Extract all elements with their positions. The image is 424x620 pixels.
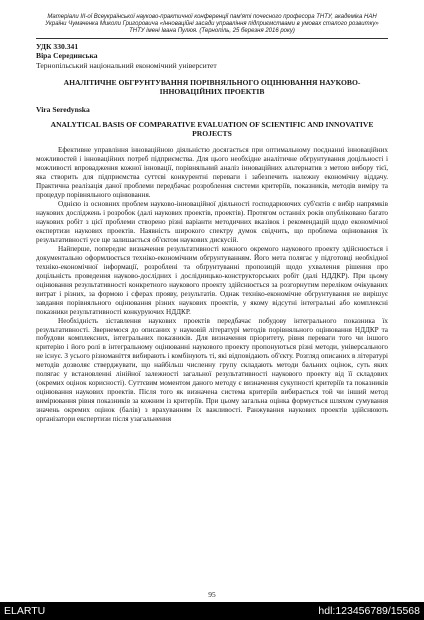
article-title-ua: АНАЛІТИЧНЕ ОБГРУНТУВАННЯ ПОРІВНЯЛЬНОГО ОЦІНЮВАННЯ НАУКОВО-ІННОВАЦІЙНИХ ПРОЕКТІВ <box>63 78 361 97</box>
body-paragraph-2: Однією із основних проблем науково-інноваційної діяльності господарюючих суб'єктів є вибір напрямків наукових досліджень і розробок (далі наукових проектів, проектів). Протягом останніх років опубліковано багато наукових робіт з цієї проблеми створено різні варіанти методичних вказівок і рекомендацій щодо економічної експертизи наукових проектів. Наявність широкого спектру думок свідчить, що проблема оцінювання їх результативності усе ще залишається об'єктом наукових дискусій. <box>36 200 388 244</box>
author-affiliation: Тернопільський національний економічний університет <box>36 60 217 70</box>
body-paragraph-4: Необхідність зіставлення наукових проектів передбачає побудову інтегрального показника їх результативності. Звернемося до описаних у науковій літературі методів порівняльного оцінювання НДДКР та побудови комплексних, інтегральних показників. Для визначення пріоритету, рівня переваги того чи іншого критерію і його ролі в інтегральному оцінюванні наукового проекту пропонуються різні методи, універсального не існує. З усього різноманіття вибирають і комбінують ті, які відповідають об'єкту. Розгляд описаних в літературі методів дозволяє стверджувати, що найбільш численну групу складають методи бальних оцінок, суть яких полягає у встановленні лінійної залежності загальної результативності наукового проекту від її складових (окремих оцінок корисності). Суттєвим моментом даного методу є визначення сукупності критеріїв та показників оцінювання наукових проектів. Після того як визначена система критеріїв вибирається той чи інший метод вимірювання рівня показників за кожним із критеріїв. При цьому загальна оцінка формується шляхом сумування значень окремих оцінок (балів) з врахуванням їх важливості. Ранжування наукових проектів здійснюють організатори експертизи після узагальнення <box>36 316 388 424</box>
handle-identifier: hdl:123456789/15568 <box>318 605 420 617</box>
body-paragraph-1: Ефективне управління інноваційною діяльністю досягається при оптимальному поєднанні інноваційних можливостей і інноваційних потреб підприємства. Для цього необхідне аналітичне обгрунтування доцільності і можливості впровадження кожної інновації, порівняльний аналіз інноваційних альтернатив з метою вибору тієї, яка створить для підприємства суттєві конкурентні переваги і забезпечить належну економічну віддачу. Практична реалізація даної проблеми передбачає розроблення системи критеріїв, показників, методів виміру та процедур порівняльного оцінювання. <box>36 146 388 200</box>
header-divider <box>36 38 388 39</box>
article-title-en: ANALYTICAL BASIS OF COMPARATIVE EVALUATION OF SCIENTIFIC AND INNOVATIVE PROJECTS <box>50 120 374 139</box>
body-paragraph-3: Найперше, попереднє визначення результативності кожного окремого наукового проекту здійснюється і документально оформлюється техніко-економічним обгрунтуванням. Його мета полягає у підготовці необхідної техніко-економічної інформації, розроблені та обґрунтуванні пропозицій щодо ухвалення рішення про доцільність проведення науково-дослідних і дослідницько-конструкторських робіт (далі НДДКР). При цьому оцінювання результативності конкретного наукового проекту здійснюється за розгорнутим переліком очікуваних витрат і різних, за формою і сферах прояву, результатів. Однак техніко-економічне обгрунтування не вирішує завдання порівняльного оцінювання різних наукових проектів, у якому відсутні інтегральні або комплексні показники результативності конкуруючих НДДКР. <box>36 244 388 316</box>
conference-header-note: Матеріали ІІІ-ої Всеукраїнської науково-практичної конференції пам'яті почесного професора ТНТУ, академіка НАН України Чумаченка Миколи Григоровича «Інноваційні засади управління підприємствами в умовах сталого розвитку» ТНТУ імені Івана Пулюя. (Тернопіль, 25 березня 2016 року) <box>45 14 379 34</box>
udk-code: УДК 330.341 <box>36 42 79 51</box>
author-name-en: Vira Seredynska <box>36 104 90 114</box>
author-name-ua: Віра Серединська <box>36 51 98 61</box>
repository-footer-bar <box>0 602 424 620</box>
page-number: 95 <box>208 590 216 599</box>
repository-name: ELARTU <box>4 605 46 617</box>
